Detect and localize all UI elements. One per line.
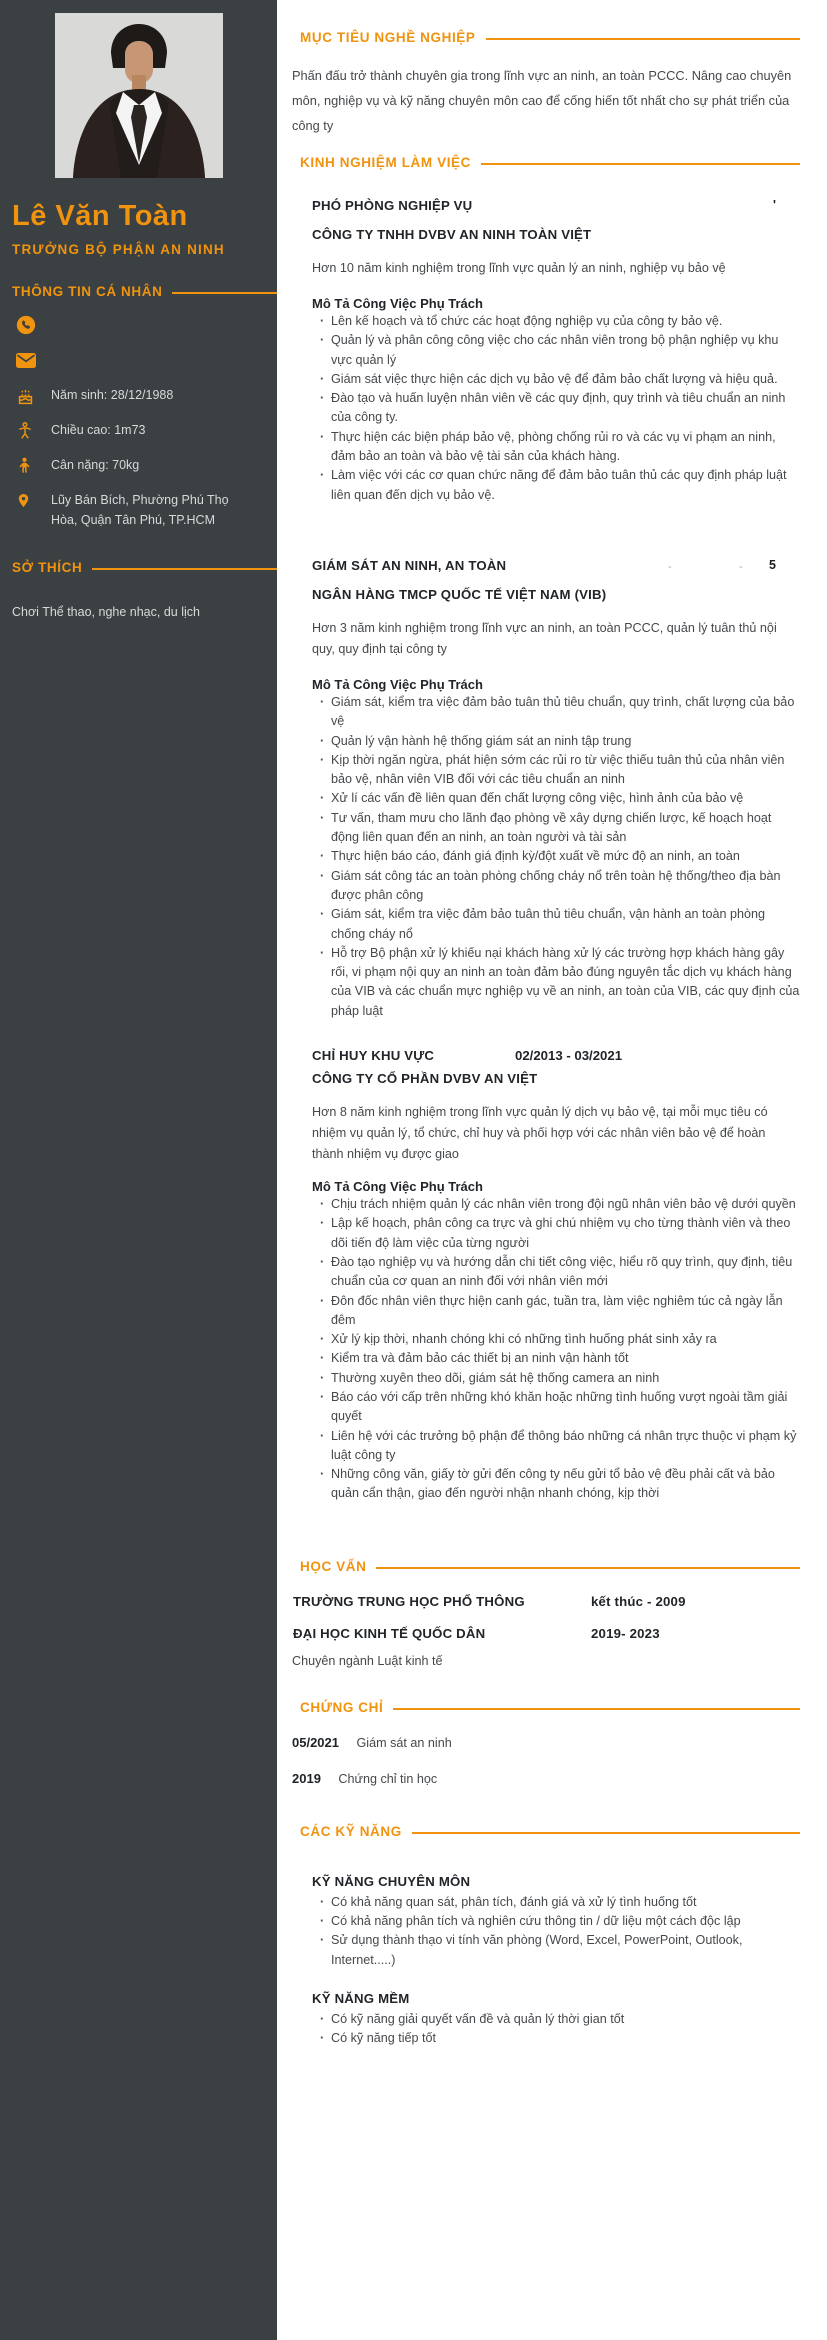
skill-list <box>292 2010 800 2049</box>
duties-heading: Mô Tả Công Việc Phụ Trách <box>312 676 483 692</box>
height-icon <box>16 420 38 440</box>
job-title: PHÓ PHÒNG NGHIỆP VỤ <box>312 198 473 213</box>
job-company-row <box>312 1070 800 1087</box>
duty-item: · Lập kế hoạch, phân công ca trực và ghi chú nhiệm vụ cho từng thành viên và theo dõi tiến độ làm việc của từng người <box>320 1214 800 1253</box>
certificate-date: 05/2021 <box>292 1734 339 1750</box>
info-row-height <box>16 420 277 440</box>
heading-rule <box>481 163 800 165</box>
job-entry <box>312 557 800 1021</box>
certificate-row <box>292 1734 800 1752</box>
candidate-job-title: TRƯỞNG BỘ PHẬN AN NINH <box>12 242 225 257</box>
duty-item: · Chịu trách nhiệm quản lý các nhân viên trong đội ngũ nhân viên bảo vệ dưới quyền <box>320 1195 800 1214</box>
duties-list <box>312 312 800 505</box>
duty-item: · Xử lý kịp thời, nhanh chóng khi có những tình huống phát sinh xảy ra <box>320 1330 800 1349</box>
duties-heading: Mô Tả Công Việc Phụ Trách <box>312 296 483 311</box>
hobbies-heading <box>12 560 277 576</box>
job-company-row <box>312 226 800 243</box>
duty-item: · Đào tạo và huấn luyện nhân viên về các quy định, quy trình và tiêu chuẩn an ninh của công ty. <box>320 389 800 428</box>
job-company-row <box>312 586 800 603</box>
job-date-remnant: 5 <box>769 557 776 572</box>
skill-group-title: KỸ NĂNG MỀM <box>312 1990 410 2006</box>
personal-info-heading-label: THÔNG TIN CÁ NHÂN <box>12 284 163 299</box>
duty-item: · Quản lý vận hành hệ thống giám sát an ninh tập trung <box>320 732 800 751</box>
job-date: 02/2013 - 03/2021 <box>515 1048 623 1064</box>
height-value: Chiều cao: 1m73 <box>51 423 146 437</box>
skill-group-title: KỸ NĂNG CHUYÊN MÔN <box>312 1873 471 1889</box>
job-date-remnant: - <box>739 560 743 573</box>
job-title-row <box>312 1047 800 1064</box>
info-row-address <box>16 490 277 530</box>
education-row <box>293 1593 800 1610</box>
education-heading-label: HỌC VẤN <box>300 1558 367 1574</box>
skill-item: · Có kỹ năng tiếp tốt <box>320 2029 800 2048</box>
job-entry <box>312 197 800 505</box>
certificates-heading <box>300 1700 800 1716</box>
phone-icon <box>16 315 38 335</box>
birthday-icon <box>16 385 38 405</box>
experience-heading-label: KINH NGHIỆM LÀM VIỆC <box>300 155 472 170</box>
duty-item: · Xử lí các vấn đề liên quan đến chất lượng công việc, hình ảnh của bảo vệ <box>320 789 800 808</box>
skill-item: · Có khả năng quan sát, phân tích, đánh giá và xử lý tình huống tốt <box>320 1893 800 1912</box>
duty-item: · Những công văn, giấy tờ gửi đến công ty nếu gửi tổ bảo vệ đều phải cất và bảo quản cẩn thận, giao đến người nhận nhanh chóng, kịp thời <box>320 1465 800 1504</box>
school-name: TRƯỜNG TRUNG HỌC PHỔ THÔNG <box>293 1593 525 1609</box>
profile-photo <box>55 13 223 178</box>
job-title: GIÁM SÁT AN NINH, AN TOÀN <box>312 557 507 573</box>
location-icon <box>16 490 38 510</box>
duty-item: · Kiểm tra và đảm bảo các thiết bị an ninh vận hành tốt <box>320 1349 800 1368</box>
job-summary: Hơn 10 năm kinh nghiệm trong lĩnh vực quản lý an ninh, nghiệp vụ bảo vệ <box>312 261 726 275</box>
info-row-phone <box>16 315 277 335</box>
skills-heading <box>300 1824 800 1840</box>
info-row-email <box>16 350 277 370</box>
info-row-weight <box>16 455 277 475</box>
heading-rule <box>376 1567 800 1569</box>
main-content <box>277 0 827 2340</box>
duty-item: · Thường xuyên theo dõi, giám sát hệ thống camera an ninh <box>320 1369 800 1388</box>
hobbies-heading-label: SỞ THÍCH <box>12 560 83 575</box>
duty-item: · Giám sát công tác an toàn phòng chống cháy nổ trên toàn hệ thống/theo địa bàn được phân công <box>320 867 800 906</box>
duty-item: · Đôn đốc nhân viên thực hiện canh gác, tuần tra, làm việc nghiêm túc cả ngày lẫn đêm <box>320 1292 800 1331</box>
duty-item: · Tư vấn, tham mưu cho lãnh đạo phòng về xây dựng chiến lược, kế hoạch hoạt động liên quan đến an ninh, an toàn người và tài sản <box>320 809 800 848</box>
hobbies-text: Chơi Thể thao, nghe nhạc, du lịch <box>12 605 200 619</box>
skill-item: · Sử dụng thành thạo vi tính văn phòng (Word, Excel, PowerPoint, Outlook, Internet.....) <box>320 1931 800 1970</box>
duty-item: · Quản lý và phân công công việc cho các nhân viên trong bộ phận nghiệp vụ khu vực quản lý <box>320 331 800 370</box>
objective-heading-label: MỤC TIÊU NGHỀ NGHIỆP <box>300 30 476 45</box>
job-title: CHỈ HUY KHU VỰC <box>312 1048 435 1064</box>
duty-item: · Hỗ trợ Bộ phận xử lý khiếu nại khách hàng xử lý các trường hợp khách hàng gây rối, vi phạm nội quy an ninh an toàn đảm bảo đúng nguyên tắc dịch vụ khách hàng của VIB và các chuẩn mực nghiệp vụ về an ninh, an toàn của VIB, các quy định của pháp luật <box>320 944 800 1021</box>
duties-list <box>312 693 800 1021</box>
personal-info-heading <box>12 284 277 300</box>
skill-list <box>292 1893 800 1970</box>
education-heading <box>300 1559 800 1575</box>
job-company: CÔNG TY TNHH DVBV AN NINH TOÀN VIỆT <box>312 227 592 242</box>
experience-heading <box>300 155 800 171</box>
education-note: Chuyên ngành Luật kinh tế <box>292 1653 443 1668</box>
skill-item: · Có khả năng phân tích và nghiên cứu thông tin / dữ liệu một cách độc lập <box>320 1912 800 1931</box>
objective-text: Phấn đấu trở thành chuyên gia trong lĩnh vực an ninh, an toàn PCCC. Nâng cao chuyên môn, nghiệp vụ và kỹ năng chuyên môn cao để cống hiến tốt nhất cho sự phát triển của công ty <box>292 68 792 133</box>
heading-rule <box>393 1708 800 1710</box>
education-row <box>293 1625 800 1642</box>
duty-item: · Giám sát việc thực hiện các dịch vụ bảo vệ để đảm bảo chất lượng và hiệu quả. <box>320 370 800 389</box>
candidate-name: Lê Văn Toàn <box>12 200 188 232</box>
certificates-heading-label: CHỨNG CHỈ <box>300 1699 384 1715</box>
duties-list <box>312 1195 800 1504</box>
weight-value: Cân nặng: 70kg <box>51 458 140 472</box>
duty-item: · Làm việc với các cơ quan chức năng để đảm bảo tuân thủ các quy định pháp luật liên quan đến dịch vụ bảo vệ. <box>320 466 800 505</box>
job-date-remnant: ' <box>773 198 776 212</box>
duty-item: · Giám sát, kiểm tra việc đảm bảo tuân thủ tiêu chuẩn, quy trình, chất lượng của bảo vệ <box>320 693 800 732</box>
certificate-row <box>292 1770 800 1788</box>
skills-heading-label: CÁC KỸ NĂNG <box>300 1823 402 1839</box>
weight-icon <box>16 455 38 475</box>
education-date: 2019- 2023 <box>591 1625 660 1641</box>
objective-heading <box>300 30 800 46</box>
duty-item: · Kịp thời ngăn ngừa, phát hiện sớm các rủi ro từ việc thiếu tuân thủ của nhân viên bảo vệ, nhân viên VIB đối với các tiêu chuẩn an ninh <box>320 751 800 790</box>
job-summary: Hơn 3 năm kinh nghiệm trong lĩnh vực an ninh, an toàn PCCC, quản lý tuân thủ nội quy, quy định tại công ty <box>312 620 777 656</box>
job-summary: Hơn 8 năm kinh nghiệm trong lĩnh vực quản lý dịch vụ bảo vệ, tại mỗi mục tiêu có nhiệm vụ quản lý, tổ chức, chỉ huy và phối hợp với các nhân viên bảo vệ để hoàn thành nhiệm vụ được giao <box>312 1105 768 1162</box>
job-title-row <box>312 557 800 574</box>
job-entry <box>312 1047 800 1504</box>
birthday-value: Năm sinh: 28/12/1988 <box>51 388 174 402</box>
heading-rule <box>172 292 277 294</box>
duty-item: · Đào tạo nghiệp vụ và hướng dẫn chi tiết công việc, hiểu rõ quy trình, quy định, tiêu chuẩn của cơ quan an ninh đối với nhân viên mới <box>320 1253 800 1292</box>
certificate-date: 2019 <box>292 1770 321 1786</box>
sidebar <box>0 0 277 2340</box>
email-icon <box>16 350 38 370</box>
heading-rule <box>412 1832 800 1834</box>
duty-item: · Thực hiện các biện pháp bảo vệ, phòng chống rủi ro và các vụ vi phạm an ninh, đảm bảo an toàn và bảo vệ tài sản của khách hàng. <box>320 428 800 467</box>
job-company: NGÂN HÀNG TMCP QUỐC TẾ VIỆT NAM (VIB) <box>312 586 607 602</box>
school-name: ĐẠI HỌC KINH TẾ QUỐC DÂN <box>293 1625 486 1641</box>
certificate-label: Chứng chỉ tin học <box>338 1771 438 1786</box>
duty-item: · Báo cáo với cấp trên những khó khăn hoặc những tình huống vượt ngoài tầm giải quyết <box>320 1388 800 1427</box>
certificate-label: Giám sát an ninh <box>356 1735 452 1750</box>
job-company: CÔNG TY CỔ PHẦN DVBV AN VIỆT <box>312 1071 538 1087</box>
duty-item: · Thực hiện báo cáo, đánh giá định kỳ/đột xuất về mức độ an ninh, an toàn <box>320 847 800 866</box>
education-date: kết thúc - 2009 <box>591 1593 686 1609</box>
duty-item: · Lên kế hoạch và tổ chức các hoạt động nghiệp vụ của công ty bảo vệ. <box>320 312 800 331</box>
job-date-remnant: - <box>668 560 672 573</box>
address-value: Lũy Bán Bích, Phường Phú Thọ Hòa, Quận Tân Phú, TP.HCM <box>51 493 229 527</box>
duties-heading: Mô Tả Công Việc Phụ Trách <box>312 1179 483 1195</box>
duty-item: · Liên hệ với các trưởng bộ phận để thông báo những cá nhân trực thuộc vi phạm kỷ luật công ty <box>320 1427 800 1466</box>
duty-item: · Giám sát, kiểm tra việc đảm bảo tuân thủ tiêu chuẩn, vận hành an toàn phòng chống cháy nổ <box>320 905 800 944</box>
info-row-birthday <box>16 385 277 405</box>
heading-rule <box>486 38 800 40</box>
heading-rule <box>92 568 277 570</box>
job-title-row <box>312 197 800 214</box>
skill-item: · Có kỹ năng giải quyết vấn đề và quản lý thời gian tốt <box>320 2010 800 2029</box>
